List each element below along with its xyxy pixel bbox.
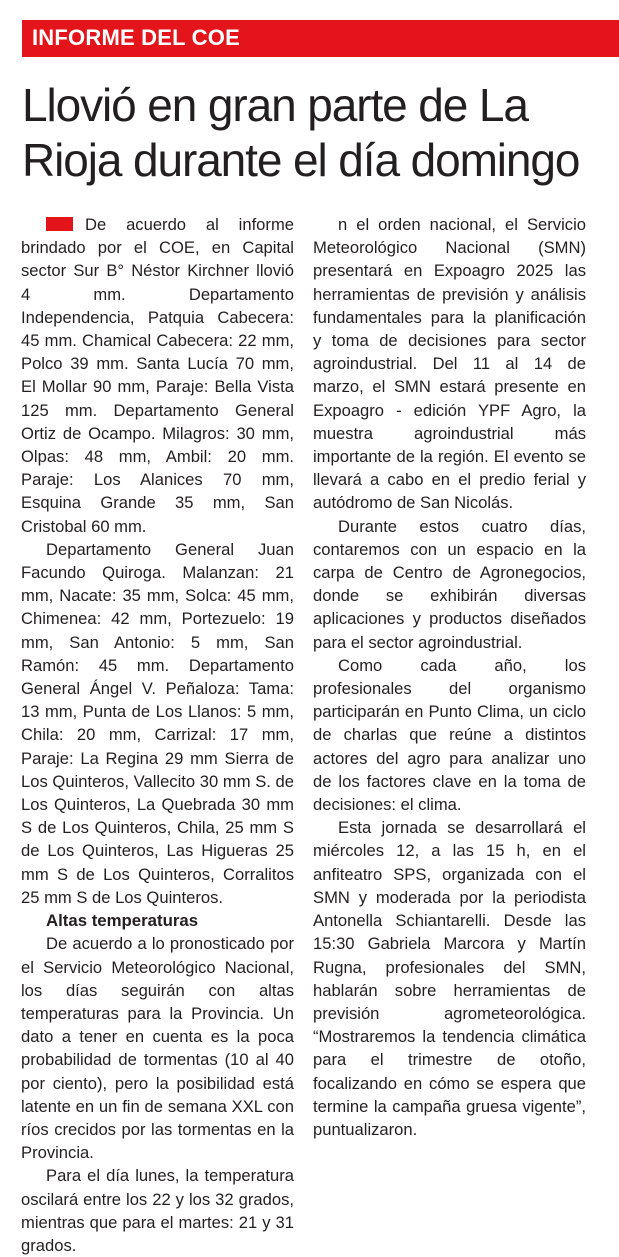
paragraph-lead xyxy=(21,213,294,538)
section-bar xyxy=(22,20,619,57)
paragraph: Esta jornada se desarrollará el miércoles 12, a las 15 h, en el anfiteatro SPS, organizada con el SMN y moderada por la periodista Antonella Schiantarelli. Desde las 15:30 Gabriela Marcora y Martín Rugna, profesionales del SMN, hablarán sobre herramientas de previsión agrometeorológica. “Mostraremos la tendencia climática para el trimestre de otoño, focalizando en cómo se espera que termine la campaña gruesa vigente”, puntualizaron. xyxy=(313,818,586,1139)
article-column-right xyxy=(313,213,586,1141)
article-column-left xyxy=(21,213,294,1257)
paragraph: Para el día lunes, la temperatura oscilará entre los 22 y los 32 grados, mientras que para el martes: 21 y 31 grados. xyxy=(21,1166,294,1255)
paragraph: Como cada año, los profesionales del organismo participarán en Punto Clima, un ciclo de charlas que reúne a distintos actores del agro para analizar uno de los factores clave en la toma de decisiones: el clima. xyxy=(313,655,586,815)
paragraph: n el orden nacional, el Servicio Meteorológico Nacional (SMN) presentará en Expoagro 2025 las herramientas de previsión y análisis fundamentales para la planificación y toma de decisiones para sector agroindustrial. Del 11 al 14 de marzo, el SMN estará presente en Expoagro - edición YPF Agro, la muestra agroindustrial más importante de la región. El evento se llevará a cabo en el predio ferial y autódromo de San Nicolás. xyxy=(313,215,586,513)
paragraph-lead-text: De acuerdo al informe brindado por el COE, en Capital sector Sur B° Néstor Kirchner llovió 4 mm. Departamento Independencia, Patquia Cabecera: 45 mm. Chamical Cabecera: 22 mm, Polco 39 mm. Santa Lucía 70 mm, El Mollar 90 mm, Paraje: Bella Vista 125 mm. Departamento General Ortiz de Ocampo. Milagros: 30 mm, Olpas: 48 mm, Ambil: 20 mm. Paraje: Los Alanices 70 mm, Esquina Grande 35 mm, San Cristobal 60 mm. xyxy=(21,215,294,536)
headline: Llovió en gran parte de La Rioja durante el día domingo xyxy=(22,79,580,186)
red-marker-block xyxy=(46,217,73,231)
subheading: Altas temperaturas xyxy=(46,911,199,931)
paragraph: De acuerdo a lo pronosticado por el Servicio Meteorológico Nacional, los días seguirán con altas temperaturas para la Provincia. Un dato a tener en cuenta es la poca probabilidad de tormentas (10 al 40 por ciento), pero la posibilidad está latente en un fin de semana XXL con ríos crecidos por las tormentas en la Provincia. xyxy=(21,934,294,1163)
paragraph: Durante estos cuatro días, contaremos con un espacio en la carpa de Centro de Agronegocios, donde se exhibirán diversas aplicaciones y productos diseñados para el sector agroindustrial. xyxy=(313,516,586,652)
paragraph: Departamento General Juan Facundo Quiroga. Malanzan: 21 mm, Nacate: 35 mm, Solca: 45 mm, Chimenea: 42 mm, Portezuelo: 19 mm, San Antonio: 5 mm, San Ramón: 45 mm. Departamento General Ángel V. Peñaloza: Tama: 13 mm, Punta de Los Llanos: 5 mm, Chila: 20 mm, Carrizal: 17 mm, Paraje: La Regina 29 mm Sierra de Los Quinteros, Vallecito 30 mm S. de Los Quinteros, La Quebrada 30 mm S de Los Quinteros, Chila, 25 mm S de Los Quinteros, Las Higueras 25 mm S de Los Quinteros, Corralitos 25 mm S de Los Quinteros. xyxy=(21,539,294,907)
section-label: INFORME DEL COE xyxy=(32,25,240,50)
